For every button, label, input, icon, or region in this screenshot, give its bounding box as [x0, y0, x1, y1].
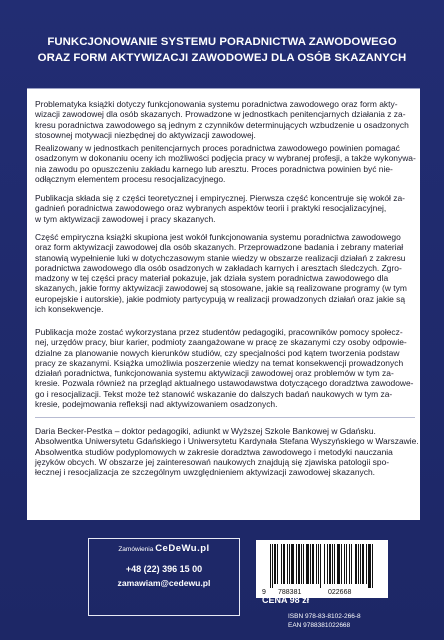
- barcode-bar: [270, 544, 271, 588]
- text-line: stanowią wypełnienie luki w dotychczasowym stanie wiedzy w obszarze realizacji działań z zakresu: [35, 252, 406, 263]
- barcode-bar: [360, 544, 361, 584]
- barcode-digit-left: 9: [262, 589, 266, 596]
- text-line: wizacji zawodowej dla osób skazanych. Prowadzone w jednostkach penitencjarnych działania z za-: [35, 109, 406, 120]
- text-line: Daria Becker-Pestka – doktor pedagogiki, adiunkt w Wyższej Szkole Bankowej w Gdańsku.: [35, 426, 376, 436]
- barcode-bar: [358, 544, 359, 584]
- text-line: go i resocjalizacji. Tekst może też stanowić wskazanie do dalszych badań naukowych w tym za-: [35, 388, 393, 399]
- price: CENA 98 zł: [262, 595, 310, 605]
- text-line: Problematyka książki dotyczy funkcjonowania systemu poradnictwa zawodowego oraz form akty-: [35, 99, 398, 109]
- text-line: oraz form aktywizacji zawodowej dla osób skazanych. Przeprowadzone badania i zebrany materiał: [35, 242, 404, 253]
- barcode-bar: [355, 544, 357, 584]
- barcode-bar: [320, 544, 321, 588]
- text-line: kresie. Pozwala również na przegląd aktualnego ustawodawstwa dotyczącego doradztwa zawodowe-: [35, 378, 414, 389]
- text-line: gadnień poradnictwa zawodowego oraz wybranych aspektów teorii i praktyki resocjalizacyjnej,: [35, 203, 387, 214]
- text-line: odłącznym elementem procesu resocjalizacyjnego.: [35, 173, 226, 184]
- barcode-bar: [351, 544, 352, 584]
- barcode-bar: [334, 544, 335, 584]
- text-line: w tym aktywizacji zawodowej i pracy skazanych.: [35, 213, 216, 224]
- barcode-bar: [274, 544, 276, 584]
- blurb-paragraph-1: [35, 99, 415, 140]
- barcode-bar: [327, 544, 328, 584]
- barcode-bar: [301, 544, 302, 584]
- text-line: kresu poradnictwa zawodowego są jednym z czynników determinujących wzbudzenie u osadzonych: [35, 119, 409, 130]
- text-line: łecznej i resocjalizacja ze szczególnym uwzględnieniem aktywizacji zawodowej skazanych.: [35, 467, 375, 478]
- book-title: [20, 34, 424, 66]
- barcode-bar: [272, 544, 273, 588]
- barcode-bar: [316, 544, 317, 584]
- isbn-block: [288, 612, 361, 630]
- isbn-number: ISBN 978-83-8102-266-8: [288, 613, 361, 620]
- text-line: Publikacja może zostać wykorzystana przez studentów pedagogiki, pracowników pomocy społecz-: [35, 327, 403, 337]
- barcode-bar: [368, 544, 371, 588]
- barcode-digits-right-group: 022668: [328, 589, 352, 596]
- blurb-paragraph-5: [35, 327, 415, 409]
- barcode-bar: [337, 544, 340, 584]
- text-line: nej, urzędów pracy, biur karier, podmioty zaangażowane w pracę ze skazanymi czy osoby odpowie-: [35, 337, 407, 348]
- order-email[interactable]: zamawiam@cedewu.pl: [117, 578, 211, 588]
- barcode-image: [256, 540, 388, 598]
- order-phone[interactable]: +48 (22) 396 15 00: [125, 564, 203, 574]
- text-line: Realizowany w jednostkach penitencjarnych proces poradnictwa zawodowego powinien pomagać: [35, 143, 400, 153]
- text-line: pracy ze skazanymi. Książka umożliwia poszerzenie wiedzy na temat konsekwencji prowadzonych: [35, 357, 404, 368]
- blurb-panel: [27, 88, 420, 520]
- text-line: kresie, podejmowania refleksji nad aktywizowaniem osadzonych.: [35, 399, 278, 410]
- text-line: języków obcych. W obszarze jej zainteresowań naukowych znajdują się zjawiska patologii spo-: [35, 456, 390, 467]
- barcode-bar: [291, 544, 294, 584]
- author-bio: [35, 417, 419, 478]
- barcode-bar: [277, 544, 278, 584]
- barcode-bar: [312, 544, 314, 584]
- text-line: dzialne za planowanie nowych kierunków studiów, czy specjalności pod kątem tworzenia podstaw: [35, 347, 400, 358]
- order-box: [88, 538, 240, 616]
- text-line: skazanych, jakie formy aktywizacji zawodowej są stosowane, jakie są realizowane programy (w tym: [35, 283, 407, 294]
- barcode-bar: [287, 544, 288, 584]
- text-line: działań poradnictwa, funkcjonowania systemu aktywizacji zawodowej oraz problemów w tym za-: [35, 368, 394, 379]
- barcode-bar: [366, 544, 367, 584]
- text-line: madzony w tej części pracy materiał pokazuje, jak działa system poradnictwa zawodowego dla: [35, 273, 389, 284]
- barcode-bar: [306, 544, 309, 584]
- text-line: osadzonym w dokonaniu oceny ich możliwości podjęcia pracy w wybranej profesji, a także wykonywa-: [35, 153, 416, 164]
- text-line: stosownej motywacji niezbędnej do aktywizacji zawodowej.: [35, 129, 256, 140]
- barcode-bar: [289, 544, 290, 584]
- barcode-bar: [344, 544, 345, 584]
- ean-number: EAN 9788381022668: [288, 622, 351, 629]
- barcode: [256, 540, 388, 598]
- text-line: Absolwentka Uniwersytetu Gdańskiego i Uniwersytetu Kardynała Stefana Wyszyńskiego w Warszawie.: [35, 436, 419, 447]
- barcode-bar: [341, 544, 342, 584]
- title-line-1: FUNKCJONOWANIE SYSTEMU PORADNICTWA ZAWODOWEGO: [47, 36, 397, 48]
- text-line: Część empiryczna książki skupiona jest wokół funkcjonowania systemu poradnictwa zawodowego: [35, 232, 401, 242]
- barcode-bar: [310, 544, 311, 584]
- blurb-paragraph-3: [35, 193, 415, 224]
- barcode-bar: [329, 544, 331, 584]
- blurb-paragraph-4: [35, 232, 415, 314]
- text-line: ich konsekwencje.: [35, 304, 104, 315]
- barcode-bar: [318, 544, 319, 584]
- order-shop: [89, 543, 239, 554]
- text-line: Absolwentka studiów podyplomowych w zakresie doradztwa zawodowego i metodyki nauczania: [35, 446, 393, 457]
- title-line-2: ORAZ FORM AKTYWIZACJI ZAWODOWEJ DLA OSÓB SKAZANYCH: [37, 52, 407, 64]
- barcode-bar: [332, 544, 333, 584]
- barcode-bar: [372, 544, 373, 588]
- text-line: europejskie i autorskie), jakie podmioty partycypują w realizacji prowadzonych działań oraz jakie są: [35, 293, 406, 304]
- barcode-digits-left-group: 788381: [278, 589, 302, 596]
- barcode-bar: [349, 544, 350, 584]
- text-line: nia zawodu po opuszczeniu zakładu karnego lub aresztu. Proces poradnictwa powinien być nie-: [35, 163, 393, 174]
- text-line: Publikacja składa się z części teoretycznej i empirycznej. Pierwsza część koncentruje się wokół za-: [35, 193, 405, 203]
- barcode-bar: [362, 544, 364, 584]
- barcode-bar: [303, 544, 304, 584]
- barcode-bar: [346, 544, 347, 584]
- barcode-bar: [324, 544, 325, 584]
- barcode-bar: [298, 544, 300, 584]
- order-prefix: Zamówienia: [118, 546, 154, 553]
- barcode-bar: [281, 544, 282, 584]
- barcode-bar: [283, 544, 285, 584]
- shop-name[interactable]: CeDeWu.pl: [155, 543, 210, 554]
- barcode-bar: [296, 544, 297, 584]
- text-line: poradnictwa zawodowego dla osób osadzonych w zakładach karnych i aresztach śledczych. Zgro-: [35, 262, 402, 273]
- blurb-paragraph-2: [35, 143, 415, 184]
